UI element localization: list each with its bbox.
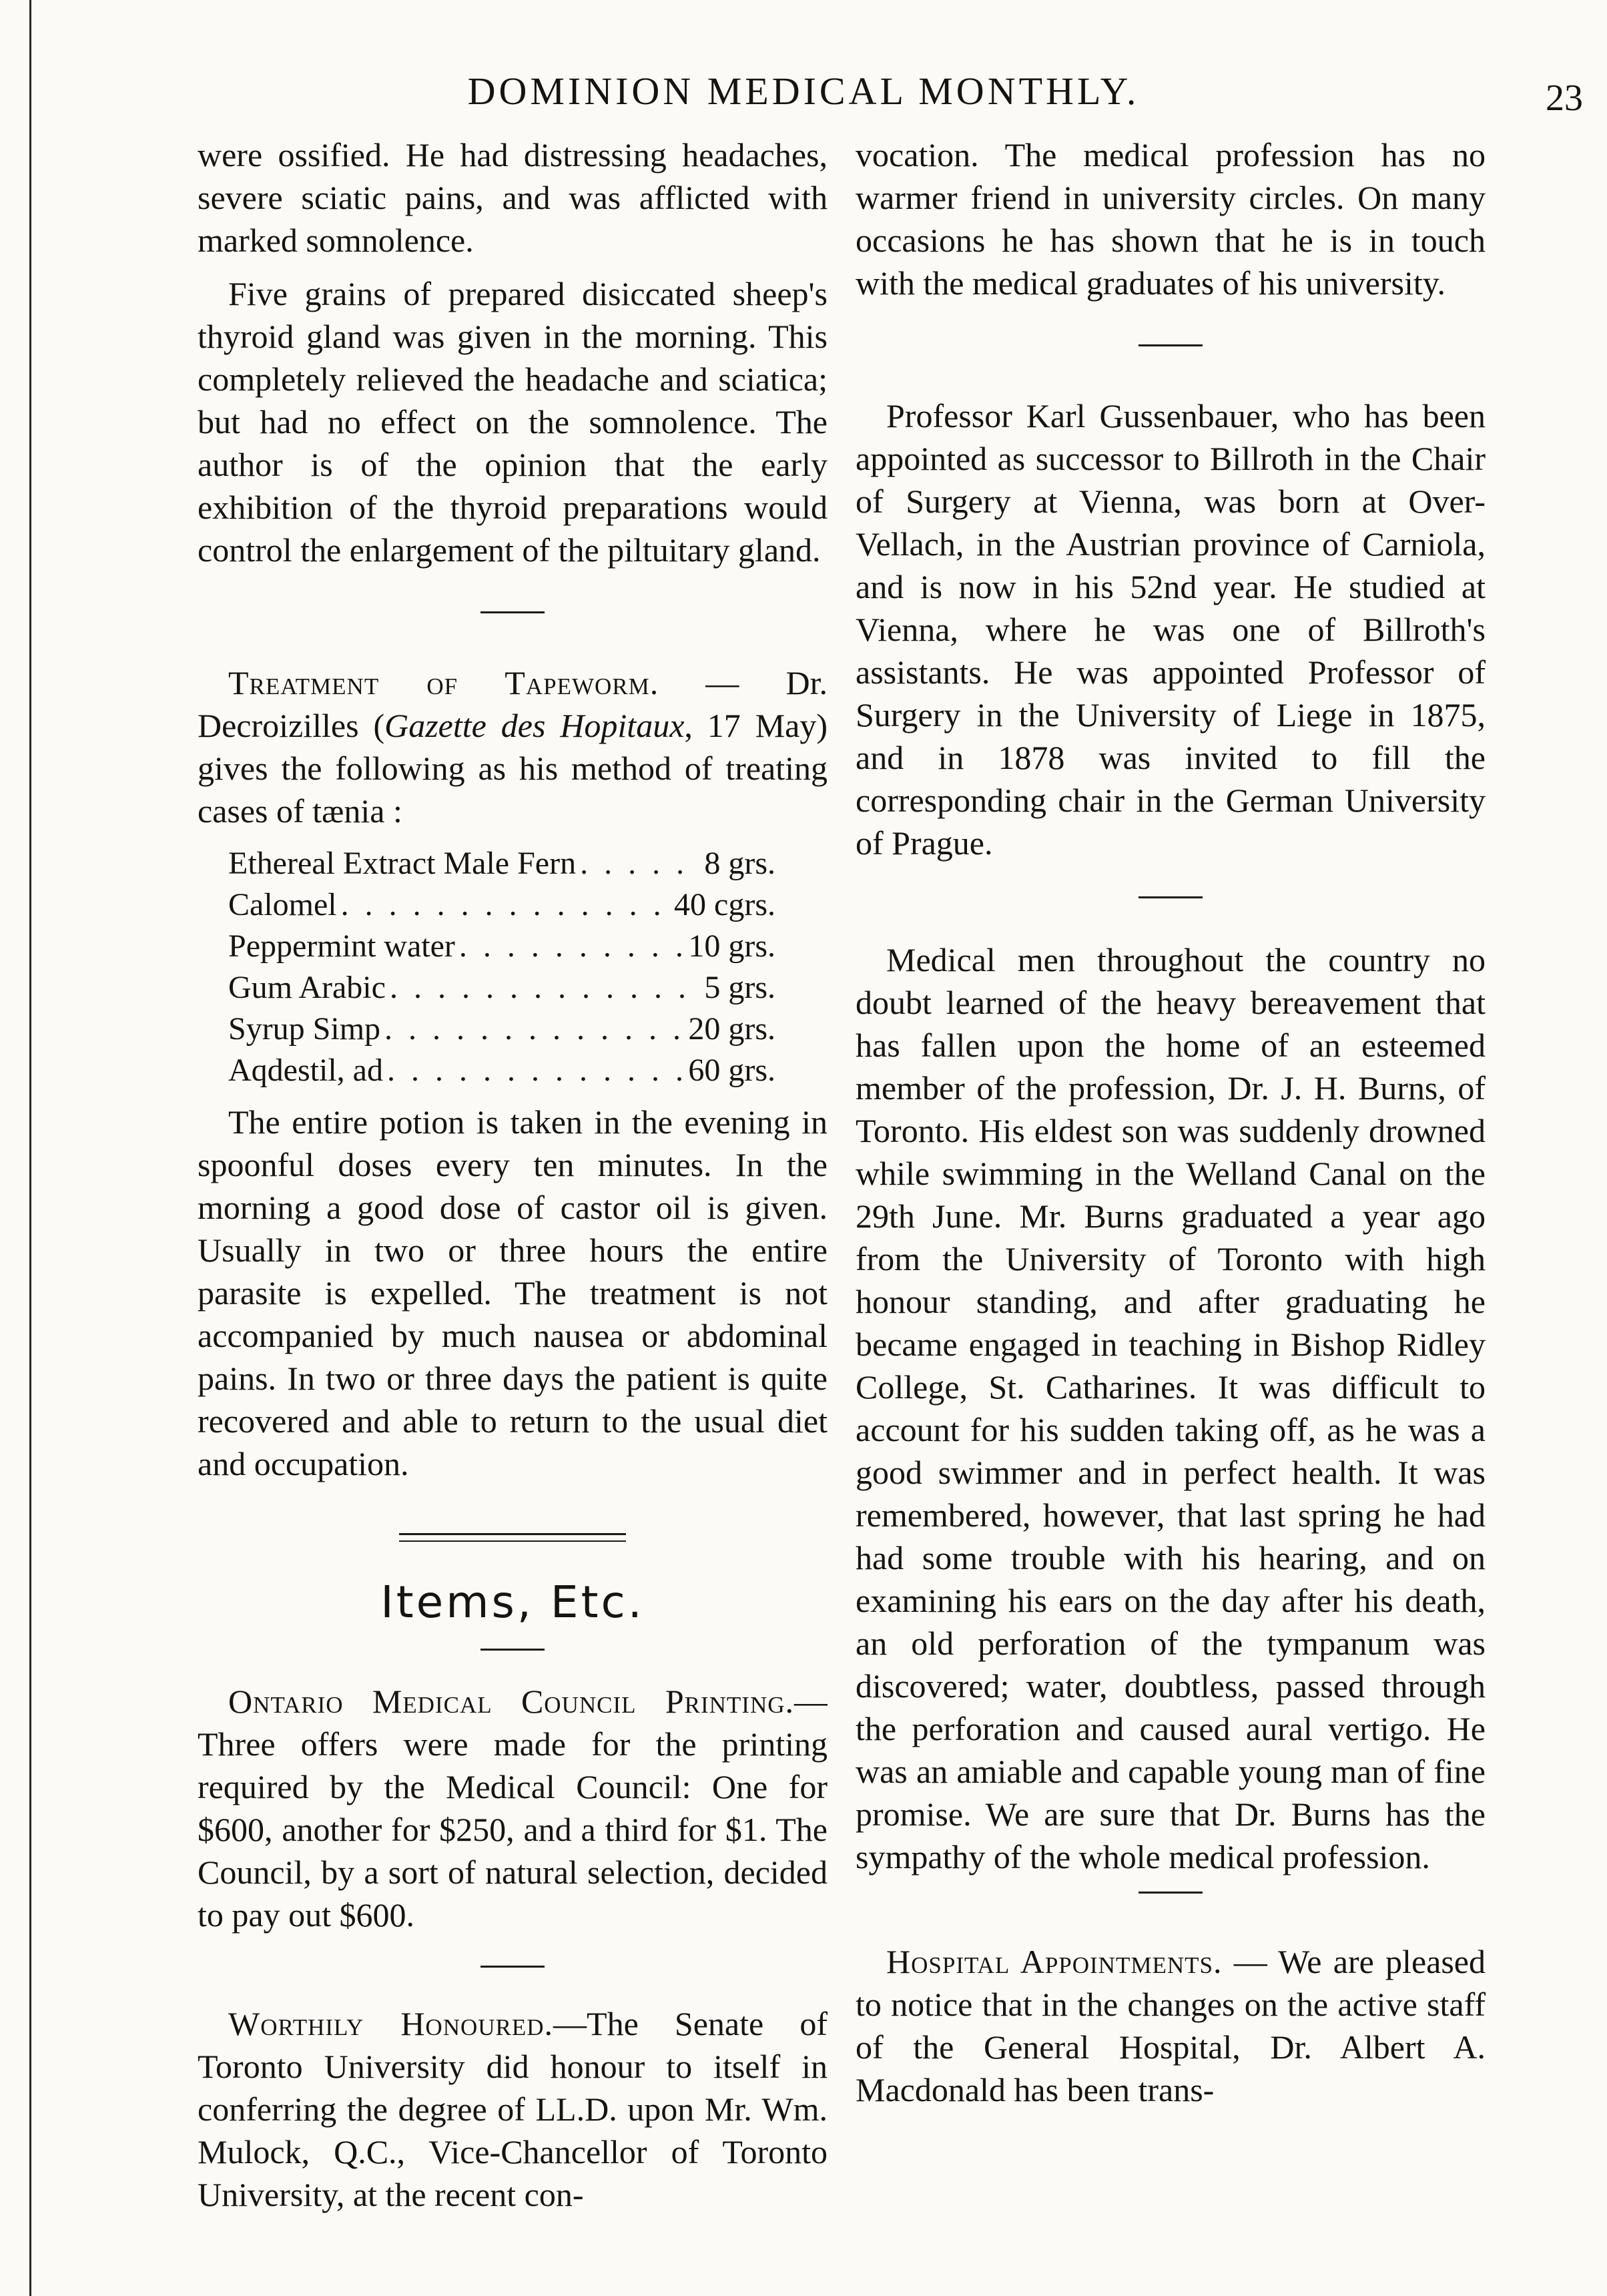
tapeworm-journal: Gazette des Hopitaux bbox=[384, 707, 685, 744]
printing-title: Ontario Medical Council Printing. bbox=[228, 1683, 794, 1720]
recipe-quantity: 10 grs. bbox=[688, 928, 775, 964]
running-title: DOMINION MEDICAL MONTHLY. bbox=[467, 69, 1140, 113]
recipe-row bbox=[228, 967, 775, 1009]
recipe-ingredient: Calomel bbox=[228, 887, 337, 922]
recipe-leader bbox=[341, 884, 670, 926]
left-paragraph-1: were ossified. He had distressing headaches, severe sciatic pains, and was afflicted with marked somnolence. bbox=[198, 136, 828, 259]
running-head bbox=[0, 61, 1607, 121]
recipe-quantity: 8 grs. bbox=[704, 846, 775, 881]
recipe-row bbox=[228, 1050, 775, 1091]
left-paragraph-2: Five grains of prepared disiccated sheep's thyroid gland was given in the morning. This completely relieved the headache and sciatica; but had no effect on the somnolence. The author is of the opinion that the early exhibition of the thyroid preparations would control the enlargement of the piltuitary gland. bbox=[198, 275, 828, 569]
recipe-quantity: 5 grs. bbox=[704, 970, 775, 1005]
hospital-paragraph bbox=[856, 1940, 1486, 2111]
recipe-quantity: 60 grs. bbox=[688, 1053, 775, 1088]
hospital-body: — We are pleased to notice that in the changes on the active staff of the General Hospital, Dr. Albert A. Macdonald has been trans- bbox=[856, 1943, 1486, 2108]
page-number: 23 bbox=[1546, 77, 1583, 119]
recipe-quantity: 20 grs. bbox=[688, 1011, 775, 1047]
recipe-leader bbox=[384, 1009, 684, 1050]
section-rule bbox=[1139, 1892, 1203, 1894]
recipe-ingredient: Gum Arabic bbox=[228, 970, 386, 1005]
recipe-row bbox=[228, 1009, 775, 1050]
honoured-title: Worthily Honoured. bbox=[228, 2005, 554, 2042]
printing-paragraph bbox=[198, 1680, 828, 1936]
section-rule bbox=[480, 611, 545, 613]
right-paragraph-2: Professor Karl Gussenbauer, who has been appointed as successor to Billroth in the Chair of Surgery at Vienna, was born at Over-Vellach, in the Austrian province of Carniola, and is now in his 52nd year. He studied at Vienna, where he was one of Billroth's assistants. He was appointed Professor of Surgery in the University of Liege in 1875, and in 1878 was invited to fill the corresponding chair in the German University of Prague. bbox=[856, 397, 1486, 862]
tapeworm-intro-a: — Dr. Decroizilles ( bbox=[198, 664, 828, 744]
honoured-paragraph bbox=[198, 2002, 828, 2216]
right-paragraph-3: Medical men throughout the country no doubt learned of the heavy bereavement that has fallen upon the home of an esteemed member of the profession, Dr. J. H. Burns, of Toronto. His eldest son was suddenly drowned while swimming in the Welland Canal on the 29th June. Mr. Burns graduated a year ago from the University of Toronto with high honour standing, and after graduating he became engaged in teaching in Bishop Ridley College, St. Catharines. It was difficult to account for his sudden taking off, as he was a good swimmer and in perfect health. It was remembered, however, that last spring he had had some trouble with his hearing, and on examining his ears on the day after his death, an old perforation of the tympanum was discovered; water, doubtless, passed through the perforation and caused aural vertigo. He was an amiable and capable young man of fine promise. We are sure that Dr. Burns has the sympathy of the whole medical profession. bbox=[856, 941, 1486, 1876]
right-column bbox=[856, 133, 1486, 2269]
margin-rule bbox=[29, 0, 31, 2296]
recipe-row bbox=[228, 843, 775, 884]
recipe-leader bbox=[459, 926, 684, 967]
tapeworm-paragraph bbox=[198, 661, 828, 832]
hospital-title: Hospital Appointments. bbox=[886, 1943, 1223, 1980]
recipe-leader bbox=[387, 1050, 684, 1091]
recipe-leader bbox=[580, 843, 700, 884]
section-rule bbox=[480, 1966, 545, 1968]
recipe-leader bbox=[390, 967, 700, 1009]
tapeworm-title: Treatment of Tapeworm. bbox=[228, 664, 659, 701]
left-paragraph-3: The entire potion is taken in the evening in spoonful doses every ten minutes. In the morning a good dose of castor oil is given. Usually in two or three hours the entire parasite is expelled. The treatment is not accompanied by much nausea or abdominal pains. In two or three days the patient is quite recovered and able to return to the usual diet and occupation. bbox=[198, 1103, 828, 1482]
recipe-ingredient: Peppermint water bbox=[228, 928, 455, 964]
recipe-row bbox=[228, 884, 775, 926]
double-rule bbox=[399, 1533, 626, 1542]
recipe-row bbox=[228, 926, 775, 967]
section-rule bbox=[480, 1649, 545, 1651]
honoured-body: —The Senate of Toronto University did honour to itself in conferring the degree of LL.D. upon Mr. Wm. Mulock, Q.C., Vice-Chancellor of Toronto University, at the recent con- bbox=[198, 2005, 828, 2213]
right-paragraph-1: vocation. The medical profession has no warmer friend in university circles. On many occasions he has shown that he is in touch with the medical graduates of his university. bbox=[856, 136, 1486, 302]
section-heading: Items, Etc. bbox=[380, 1576, 645, 1628]
section-rule bbox=[1139, 344, 1203, 346]
left-column bbox=[198, 133, 828, 2269]
recipe-ingredient: Ethereal Extract Male Fern bbox=[228, 846, 577, 881]
recipe-ingredient: Syrup Simp bbox=[228, 1011, 381, 1047]
section-rule bbox=[1139, 896, 1203, 898]
recipe-ingredient: Aqdestil, ad bbox=[228, 1053, 383, 1088]
recipe-quantity: 40 cgrs. bbox=[674, 887, 775, 922]
recipe-list bbox=[228, 843, 775, 1091]
printing-body: —Three offers were made for the printing required by the Medical Council: One for $600, another for $250, and a third for $1. The Council, by a sort of natural selection, decided to pay out $600. bbox=[198, 1683, 828, 1934]
tapeworm-intro-b: , 17 May) gives the following as his method of treating cases of tænia : bbox=[198, 707, 828, 830]
